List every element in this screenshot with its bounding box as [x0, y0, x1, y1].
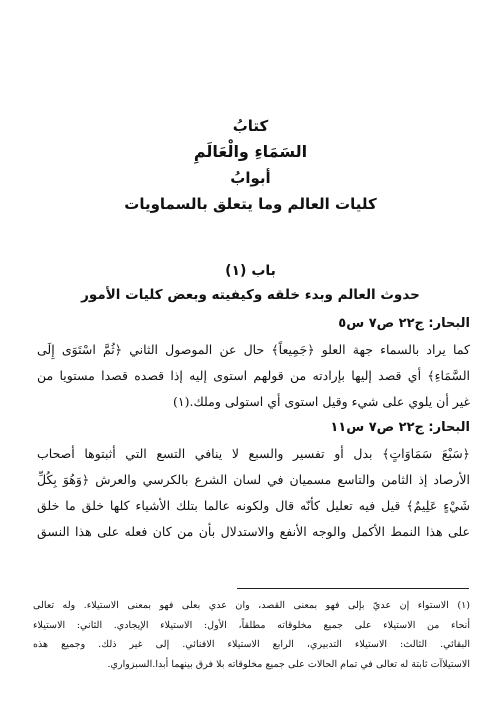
section-1 — [37, 311, 470, 415]
chapters-label: أبوابُ — [230, 169, 271, 187]
footnote-line: أنحاء من الاستيلاء على جميع مخلوقاته مطلقاً، الأول: الاستيلاء الإيجادي. الثاني: الاستيلاء — [33, 619, 470, 631]
text-line: شَيْءٍ عَلِيمٌ﴾ قيل فيه تعليل كأنّه قال ولكونه عالما بتلك الأشياء كلها خلق ما خلق — [37, 498, 470, 513]
source-reference: البحار: ج٢٢ ص٧ س١١ — [330, 420, 470, 435]
section-2 — [37, 415, 470, 545]
text-line: غير أن يلوي على شيء وقيل استوى أي استولى وملك.(١) — [173, 394, 470, 409]
footnote — [33, 596, 470, 674]
footnote-line: الاستيلاآت ثابتة له تعالى في تمام الحالات على جميع مخلوقاته بلا فرق بينهما أبدا.السبزواري. — [107, 658, 470, 670]
footnote-line: (١) الاستواء إن عديّ بإلى فهو بمعنى القصد، وان عدي بعلى فهو بمعنى الاستيلاء. وله تعالى — [33, 600, 470, 611]
source-reference: البحار: ج٢٢ ص٧ س٥ — [338, 316, 470, 331]
text-line: على هذا النمط الأكمل والوجه الأنفع والاستدلال بأن من كان فعله على هذا النسق — [37, 524, 470, 539]
chapter-subheading: حدوث العالم وبدء خلقه وكيفيته وبعض كليات الأمور — [81, 287, 420, 303]
text-line: السَّمَاءِ﴾ أي قصد إليها بإرادته من قولهم استوى إليه إذا قصده قصدا مستويا من — [37, 368, 470, 383]
book-title-block — [0, 113, 501, 217]
text-line: الأرصاد إذ الثامن والتاسع مسميان في لسان الشرع بالكرسي والعرش ﴿وَهُوَ بِكُلِّ — [37, 472, 470, 487]
text-line: ﴿سَبْعَ سَمَاوَاتٍ﴾ بدل أو تفسير والسبع لا ينافي التسع التي أثبتوها أصحاب — [37, 446, 470, 461]
book-label: كتابُ — [232, 117, 269, 135]
footnote-separator — [237, 588, 469, 589]
footnote-line: البقائي. الثالث: الاستيلاء التدبيري، الرابع الاستيلاء الافنائي. إلى غير ذلك. وجميع هذه — [33, 639, 470, 650]
chapter-heading: باب (١) — [225, 263, 276, 279]
book-name: السَمَاءِ والْعَالَمِ — [193, 142, 308, 161]
book-subtitle: كليات العالم وما يتعلق بالسماويات — [124, 195, 377, 213]
text-line: كما يراد بالسماء جهة العلو ﴿جَمِيعاً﴾ حال عن الموصول الثاني ﴿ثُمَّ اسْتَوَى إِلَى — [37, 342, 470, 357]
